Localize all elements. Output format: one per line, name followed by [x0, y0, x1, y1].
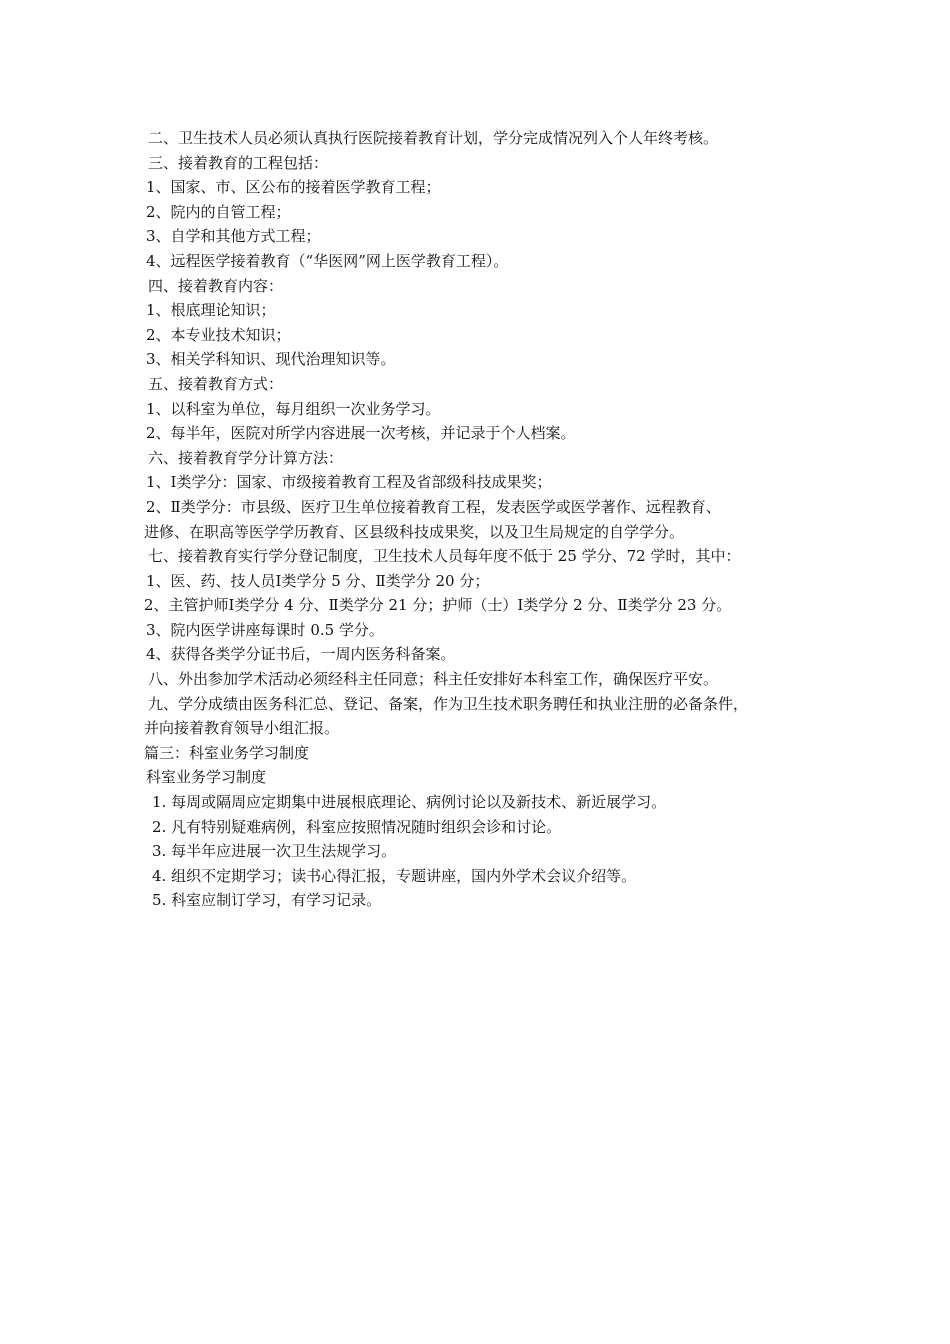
list-item: 1、Ⅰ类学分：国家、市级接着教育工程及省部级科技成果奖；: [146, 473, 552, 492]
list-item: 2、Ⅱ类学分：市县级、医疗卫生单位接着教育工程，发表医学或医学著作、远程教育、: [146, 497, 721, 516]
list-item: 2、本专业技术知识；: [146, 325, 291, 344]
list-item: 3、相关学科知识、现代治理知识等。: [146, 350, 396, 369]
section-heading: 八、外出参加学术活动必须经科主任同意；科主任安排好本科室工作，确保医疗平安。: [148, 670, 719, 689]
list-item: 1、国家、市、区公布的接着医学教育工程；: [146, 178, 441, 197]
section-heading: 七、接着教育实行学分登记制度，卫生技术人员每年度不低于 25 学分、72 学时，其中：: [148, 547, 741, 566]
rule-item: 2. 凡有特别疑难病例，科室应按照情况随时组织会诊和讨论。: [152, 817, 562, 836]
list-item: 3、院内医学讲座每课时 0.5 学分。: [146, 620, 384, 639]
list-item-continuation: 进修、在职高等医学学历教育、区县级科技成果奖，以及卫生局规定的自学学分。: [144, 522, 685, 541]
list-item: 1、以科室为单位，每月组织一次业务学习。: [146, 399, 441, 418]
paragraph-line: 二、卫生技术人员必须认真执行医院接着教育计划，学分完成情况列入个人年终考核。: [148, 129, 719, 147]
rule-item: 5. 科室应制订学习，有学习记录。: [152, 891, 382, 910]
section-heading: 五、接着教育方式：: [148, 374, 284, 393]
list-item: 4、获得各类学分证书后，一周内医务科备案。: [146, 645, 456, 664]
section-heading: 三、接着教育的工程包括：: [148, 153, 329, 172]
list-item: 1、医、药、技人员Ⅰ类学分 5 分、Ⅱ类学分 20 分；: [146, 571, 490, 590]
list-item: 3、自学和其他方式工程；: [146, 227, 321, 246]
list-item: 2、主管护师Ⅰ类学分 4 分、Ⅱ类学分 21 分；护师（士）Ⅰ类学分 2 分、Ⅱ类学分 23 分。: [144, 596, 732, 615]
chapter-title: 篇三：科室业务学习制度: [144, 743, 310, 762]
rule-item: 4. 组织不定期学习；读书心得汇报，专题讲座，国内外学术会议介绍等。: [152, 866, 637, 885]
rule-item: 3. 每半年应进展一次卫生法规学习。: [152, 842, 397, 861]
list-item: 2、院内的自管工程；: [146, 202, 291, 221]
paragraph-continuation: 并向接着教育领导小组汇报。: [144, 719, 340, 738]
section-heading: 四、接着教育内容：: [148, 276, 284, 295]
list-item: 4、远程医学接着教育（“华医网”网上医学教育工程）。: [146, 251, 509, 270]
document-body: [146, 126, 826, 913]
section-heading: 六、接着教育学分计算方法：: [148, 448, 344, 467]
document-title: 科室业务学习制度: [146, 768, 267, 787]
section-heading: 九、学分成绩由医务科汇总、登记、备案，作为卫生技术职务聘任和执业注册的必备条件，: [148, 694, 749, 713]
rule-item: 1. 每周或隔周应定期集中进展根底理论、病例讨论以及新技术、新近展学习。: [152, 793, 667, 812]
list-item: 1、根底理论知识；: [146, 301, 276, 320]
list-item: 2、每半年，医院对所学内容进展一次考核，并记录于个人档案。: [146, 424, 576, 443]
